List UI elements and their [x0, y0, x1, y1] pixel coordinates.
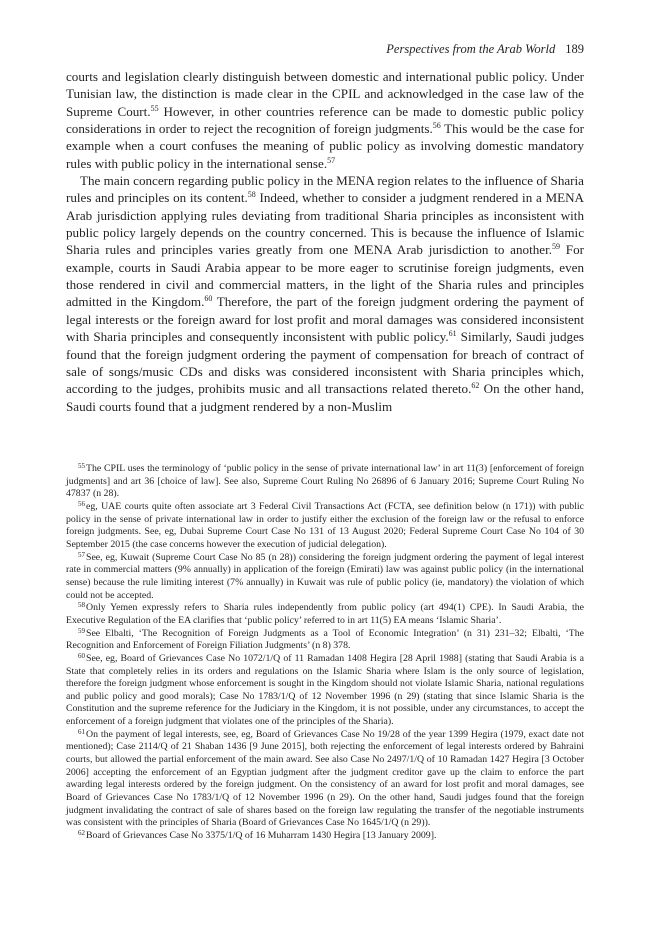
footnote-text: Board of Grievances Case No 3375/1/Q of 16 Muharram 1430 Hegira [13 January 2009]. — [86, 830, 437, 842]
footnote-text: See Elbalti, ‘The Recognition of Foreign Judgments as a Tool of Economic Integration’ (n 31) 231–32; Elbalti, ‘The Recognition and Enforcement of Foreign Filiation Judgments’ (n 8) 378. — [66, 627, 584, 652]
running-title: Perspectives from the Arab World — [386, 42, 556, 56]
footnote-number: 62 — [78, 829, 85, 838]
footnote-text: Only Yemen expressly refers to Sharia rules independently from public policy (art 494(1) CPE). In Saudi Arabia, the Executive Regulation of the EA clarifies that ‘public policy’ referred to in art 11(5) EA means ‘Islamic Sharia’. — [66, 602, 584, 626]
footnote-number: 58 — [78, 601, 85, 610]
body-paragraph — [66, 68, 584, 172]
footnote — [66, 653, 584, 729]
footnote-text: The CPIL uses the terminology of ‘public policy in the sense of private international law’ in art 11(3) [enforcement of foreign judgments] and art 36 [choice of law]. See also, Supreme Court Ruling No 26896 of 6 January 2016; Supreme Court Ruling No 47837 (n 28). — [66, 463, 584, 500]
running-header — [386, 42, 584, 57]
footnote-number: 57 — [78, 550, 85, 559]
paragraph-text: Therefore, the part of the foreign judgment ordering the payment of legal interests or the foreign award for lost profit and moral damages was considered inconsistent with Sharia principles and consequently inconsistent with public policy. — [66, 294, 585, 345]
paragraph-text: Indeed, whether to consider a judgment rendered in a MENA Arab jurisdiction applying rules deviating from traditional Sharia principles as inconsistent with public policy largely depends on the country concerned. This is because the influence of Islamic Sharia rules and principles varies greatly from one MENA Arab jurisdiction to another. — [66, 190, 585, 258]
footnote-ref[interactable]: 57 — [327, 155, 336, 165]
page-number: 189 — [565, 42, 584, 56]
footnote — [66, 501, 584, 552]
footnote-ref[interactable]: 60 — [204, 294, 213, 304]
paragraph-text: Similarly, Saudi judges found that the foreign judgment ordering the payment of compensation for breach of contract of sale of songs/music CDs and disks was considered inconsistent with Sharia principles which, according to the judges, prohibits music and all transactions related thereto. — [66, 329, 584, 397]
footnote-ref[interactable]: 62 — [471, 381, 480, 391]
footnote-number: 61 — [78, 727, 85, 736]
paragraph-text: courts and legislation clearly distinguish between domestic and international public policy. Under Tunisian law, the distinction is made clear in the CPIL and acknowledged in the case law of the Supreme Court. — [66, 69, 584, 119]
footnote-ref[interactable]: 58 — [247, 190, 256, 200]
footnote — [66, 830, 584, 843]
paragraph-text: The main concern regarding public policy in the MENA region relates to the influence of Sharia rules and principles on its content. — [66, 173, 584, 206]
footnote-number: 60 — [78, 651, 85, 660]
footnote — [66, 628, 584, 653]
main-text — [66, 68, 584, 415]
footnote-text: See, eg, Kuwait (Supreme Court Case No 85 (n 28)) considering the foreign judgment ordering the payment of legal interest rate in commercial matters (9% annually) in application of the foreign (Emirati) law was against public policy (in the international sense) because the rule limiting interest (7% annually) in Kuwait was rule of public policy (ie, mandatory) the violation of which could not be accepted. — [66, 551, 584, 601]
paragraph-text: On the other hand, Saudi courts found that a judgment rendered by a non-Muslim — [66, 381, 584, 414]
footnote — [66, 463, 584, 501]
footnote-number: 55 — [78, 462, 85, 470]
footnote — [66, 602, 584, 627]
footnote — [66, 552, 584, 603]
footnote-text: On the payment of legal interests, see, eg, Board of Grievances Case No 19/28 of the year 1399 Hegira (1979, exact date not mentioned); Case 2114/Q of 21 Shaban 1436 [9 June 2015], both rejecting the enforcement of legal interests ordered by Bahraini courts, but allowed the partial enforcement of the main award. See also Case No 2497/1/Q of 10 Ramadan 1427 Hegira [3 October 2006] accepting the enforcement of an Egyptian judgment after the judgment creditor gave up the claim to enforce the part awarding legal interests ordered by the foreign judgment. On the consistency of an award for lost profit and moral damages, see Board of Grievances Case No 1783/1/Q of 12 November 1996 (n 29). On the other hand, Saudi judges found that the foreign judgment invalidating the contract of sale of shares based on the foreign law regulating the transfer of the negotiable instruments was consistent with the principles of Sharia (Board of Grievances Case No 1645/1/Q (n 29)). — [66, 728, 584, 829]
footnotes — [66, 463, 584, 843]
footnote — [66, 729, 584, 830]
footnote-ref[interactable]: 59 — [552, 242, 560, 252]
paragraph-text: However, in other countries reference can be made to domestic public policy considerations in order to reject the recognition of foreign judgments. — [66, 103, 584, 137]
footnote-text: eg, UAE courts quite often associate art 3 Federal Civil Transactions Act (FCTA, see definition below (n 171)) with public policy in the sense of private international law in order to justify either the exclusion of the foreign law or the refusal to enforce foreign judgments. See, eg, Dubai Supreme Court Case No 131 of 13 August 2020; Federal Supreme Court Case No 104 of 30 September 2015 (the case concerns however the execution of judicial delegation). — [66, 500, 584, 550]
footnote-ref[interactable]: 55 — [150, 103, 159, 113]
body-paragraph — [66, 172, 584, 415]
footnote-ref[interactable]: 61 — [448, 329, 457, 339]
paragraph-text: For example, courts in Saudi Arabia appear to be more eager to scrutinise foreign judgments, even those rendered in civil and commercial matters, in the light of the Sharia rules and principles admitted in the Kingdom. — [66, 242, 584, 310]
footnote-number: 59 — [78, 626, 85, 635]
footnote-ref[interactable]: 56 — [432, 121, 441, 131]
paragraph-text: This would be the case for example when a court confuses the meaning of public policy as involving domestic mandatory rules with public policy in the international sense. — [66, 121, 584, 171]
footnote-number: 56 — [78, 499, 85, 508]
footnote-text: See, eg, Board of Grievances Case No 1072/1/Q of 11 Ramadan 1408 Hegira [28 April 1988] (stating that Saudi Arabia is a State that completely relies in its orders and regulations on the Islamic Sharia where Islam is the only source of legislation, therefore the foreign judgment whose enforcement is sought in the Kingdom should not violate Islamic Sharia, national regulations and public policy and good morals); Case No 1783/1/Q of 12 November 1996 (n 29) (stating that since Islamic Sharia is the Constitution and the supreme reference for the Judiciary in the Kingdom, it is not possible, under any circumstances, to accept the enforcement of a foreign judgment that violates one of the principles of the Sharia). — [66, 652, 584, 728]
